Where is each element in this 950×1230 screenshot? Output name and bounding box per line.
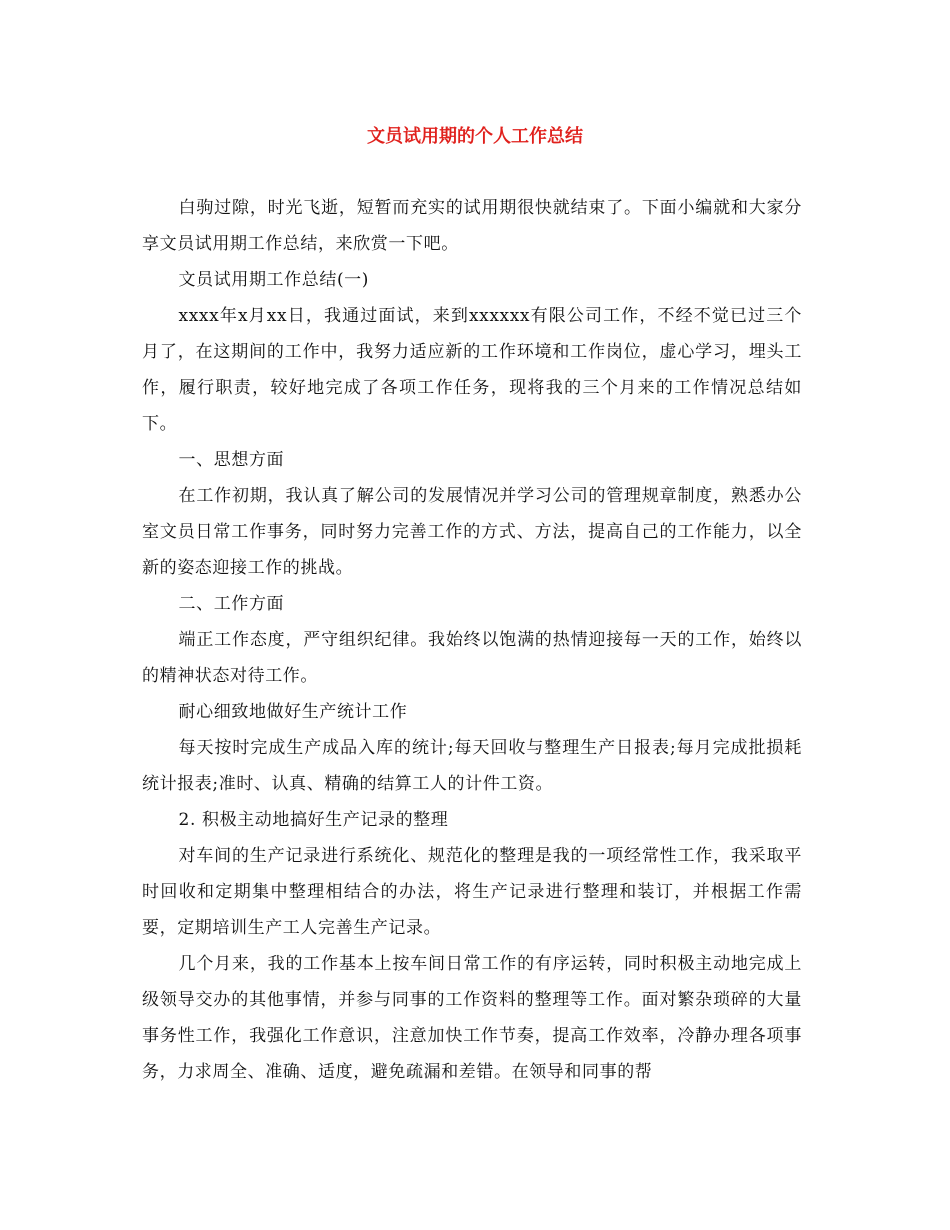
paragraph: 对车间的生产记录进行系统化、规范化的整理是我的一项经常性工作，我采取平时回收和定期集中整理相结合的办法，将生产记录进行整理和装订，并根据工作需要，定期培训生产工人完善生产记录。 bbox=[142, 846, 802, 938]
paragraph: 几个月来，我的工作基本上按车间日常工作的有序运转，同时积极主动地完成上级领导交办的其他事情，并参与同事的工作资料的整理等工作。面对繁杂琐碎的大量事务性工作，我强化工作意识，注意加快工作节奏，提高工作效率，冷静办理各项事务，力求周全、准确、适度，避免疏漏和差错。在领导和同事的帮 bbox=[142, 954, 802, 1082]
paragraph: 端正工作态度，严守组织纪律。我始终以饱满的热情迎接每一天的工作，始终以的精神状态对待工作。 bbox=[142, 630, 802, 686]
paragraph: xxxx年x月xx日，我通过面试，来到xxxxxx有限公司工作，不经不觉已过三个月了，在这期间的工作中，我努力适应新的工作环境和工作岗位，虚心学习，埋头工作，履行职责，较好地完成了各项工作任务，现将我的三个月来的工作情况总结如下。 bbox=[142, 306, 802, 434]
sub-heading: 2. 积极主动地搞好生产记录的整理 bbox=[178, 810, 449, 830]
paragraph: 每天按时完成生产成品入库的统计;每天回收与整理生产日报表;每月完成批损耗统计报表;准时、认真、精确的结算工人的计件工资。 bbox=[142, 738, 802, 794]
document-body bbox=[142, 190, 802, 1090]
sub-heading: 耐心细致地做好生产统计工作 bbox=[178, 702, 408, 722]
paragraph: 在工作初期，我认真了解公司的发展情况并学习公司的管理规章制度，熟悉办公室文员日常工作事务，同时努力完善工作的方式、方法，提高自己的工作能力，以全新的姿态迎接工作的挑战。 bbox=[142, 486, 802, 578]
paragraph-intro: 白驹过隙，时光飞逝，短暂而充实的试用期很快就结束了。下面小编就和大家分享文员试用期工作总结，来欣赏一下吧。 bbox=[142, 198, 802, 254]
section-heading: 文员试用期工作总结(一) bbox=[178, 270, 370, 290]
section-heading: 二、工作方面 bbox=[178, 594, 285, 614]
section-heading: 一、思想方面 bbox=[178, 450, 285, 470]
document-title: 文员试用期的个人工作总结 bbox=[367, 126, 583, 147]
